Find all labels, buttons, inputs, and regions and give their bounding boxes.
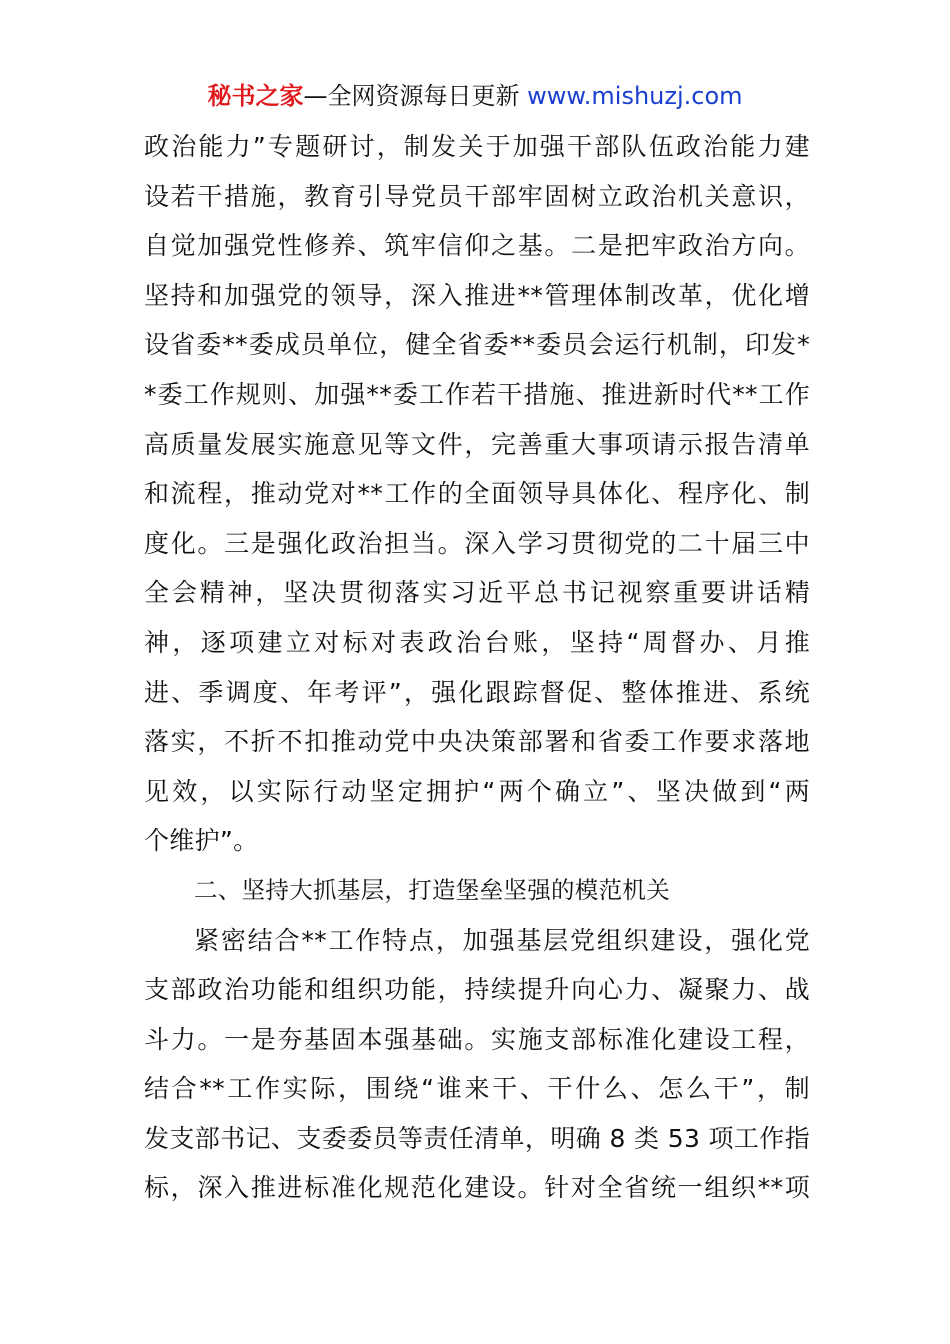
document-body	[144, 122, 810, 1213]
text-line: 结合**工作实际，围绕“谁来干、干什么、怎么干”，制	[144, 1074, 810, 1104]
text-line: 支部政治功能和组织功能，持续提升向心力、凝聚力、战	[144, 975, 810, 1005]
text-line: 坚持和加强党的领导，深入推进**管理体制改革，优化增	[144, 280, 810, 310]
text-line: 紧密结合**工作特点，加强基层党组织建设，强化党	[194, 925, 810, 955]
site-header	[0, 80, 950, 112]
text-line: 发支部书记、支委委员等责任清单，明确 8 类 53 项工作指	[144, 1123, 810, 1153]
site-tagline: —全网资源每日更新	[303, 82, 528, 110]
text-line: 设若干措施，教育引导党员干部牢固树立政治机关意识，	[144, 181, 810, 211]
text-line: 进、季调度、年考评”，强化跟踪督促、整体推进、系统	[144, 677, 810, 707]
text-line: *委工作规则、加强**委工作若干措施、推进新时代**工作	[144, 379, 810, 409]
section-heading: 二、坚持大抓基层，打造堡垒坚强的模范机关	[194, 875, 670, 904]
text-line: 斗力。一是夯基固本强基础。实施支部标准化建设工程，	[144, 1024, 810, 1054]
text-line: 自觉加强党性修养、筑牢信仰之基。二是把牢政治方向。	[144, 231, 810, 261]
text-line: 度化。三是强化政治担当。深入学习贯彻党的二十届三中	[144, 528, 810, 558]
text-line: 政治能力”专题研讨，制发关于加强干部队伍政治能力建	[144, 132, 810, 161]
text-line: 标，深入推进标准化规范化建设。针对全省统一组织**项	[144, 1173, 810, 1203]
text-line: 见效，以实际行动坚定拥护“两个确立”、坚决做到“两	[144, 776, 810, 806]
text-line: 和流程，推动党对**工作的全面领导具体化、程序化、制	[144, 479, 810, 509]
text-line: 设省委**委成员单位，健全省委**委员会运行机制，印发*	[144, 330, 810, 360]
text-line: 神，逐项建立对标对表政治台账，坚持“周督办、月推	[144, 627, 810, 657]
site-url[interactable]: www.mishuzj.com	[527, 82, 743, 110]
site-brand: 秘书之家	[207, 82, 304, 110]
text-line: 落实，不折不扣推动党中央决策部署和省委工作要求落地	[144, 727, 810, 757]
text-line: 高质量发展实施意见等文件，完善重大事项请示报告清单	[144, 429, 810, 459]
text-line: 个维护”。	[144, 826, 259, 856]
text-line: 全会精神，坚决贯彻落实习近平总书记视察重要讲话精	[144, 578, 810, 608]
